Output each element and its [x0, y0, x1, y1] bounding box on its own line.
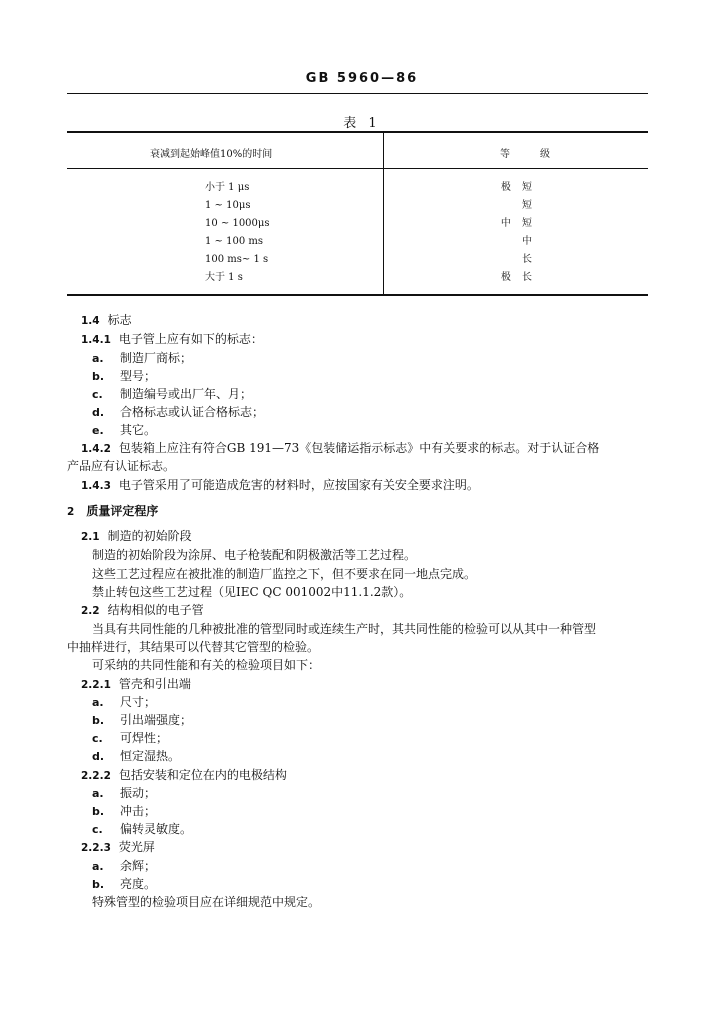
section-number: 1.4	[81, 315, 100, 327]
table-cell-grade: 极 短	[500, 182, 536, 193]
clause-number: 1.4.1	[81, 334, 111, 346]
list-item	[92, 694, 156, 711]
table-cell-grade: 中	[522, 236, 536, 247]
clause	[81, 331, 263, 348]
list-item	[92, 821, 192, 838]
clause-number: 2.2.3	[81, 842, 111, 854]
table-cell-grade: 短	[522, 200, 536, 211]
list-item-label: b.	[92, 370, 105, 383]
paragraph: 可采纳的共同性能和有关的检验项目如下：	[92, 658, 321, 672]
list-item	[92, 876, 156, 893]
list-item-text: 偏转灵敏度。	[120, 822, 193, 836]
table-cell-time: 1 ~ 10μs	[205, 200, 251, 211]
list-item-text: 引出端强度；	[120, 713, 193, 727]
paragraph: 当具有共同性能的几种被批准的管型同时或连续生产时，其共同性能的检验可以从其中一种管型	[92, 622, 597, 636]
list-item-text: 合格标志或认证合格标志；	[120, 405, 265, 419]
paragraph: 这些工艺过程应在被批准的制造厂监控之下，但不要求在同一地点完成。	[92, 567, 477, 581]
list-item-label: e.	[92, 424, 104, 437]
clause-number: 2.2.2	[81, 770, 111, 782]
paragraph: 禁止转包这些工艺过程（见IEC QC 001002中11.1.2款）。	[92, 585, 412, 599]
list-item	[92, 422, 156, 439]
list-item-label: b.	[92, 805, 105, 818]
list-item	[92, 712, 192, 729]
list-item-label: a.	[92, 787, 104, 800]
list-item-text: 制造编号或出厂年、月；	[120, 387, 253, 401]
table-cell-grade: 极 长	[500, 272, 536, 283]
list-item-label: c.	[92, 823, 103, 836]
table-cell-time: 小于 1 μs	[205, 182, 250, 193]
table-header-time: 衰减到起始峰值10%的时间	[150, 149, 273, 160]
list-item	[92, 404, 264, 421]
section-number: 2.2	[81, 605, 100, 617]
clause	[81, 767, 287, 784]
list-item-text: 亮度。	[120, 877, 157, 891]
table-column-divider	[383, 131, 384, 295]
table-cell-time: 100 ms~ 1 s	[205, 254, 269, 265]
section-title: 标志	[107, 313, 132, 327]
chapter-number: 2	[67, 506, 75, 518]
list-item-text: 冲击；	[120, 804, 157, 818]
clause	[81, 676, 191, 693]
list-item-label: a.	[92, 696, 104, 709]
list-item-label: a.	[92, 860, 104, 873]
table-header-grade: 等 级	[500, 149, 560, 160]
list-item-label: b.	[92, 714, 105, 727]
list-item-text: 恒定湿热。	[120, 749, 181, 763]
clause	[81, 440, 599, 457]
clause	[81, 477, 479, 494]
list-item-label: a.	[92, 352, 104, 365]
clause-text: 荧光屏	[118, 840, 155, 854]
list-item	[92, 350, 192, 367]
list-item-text: 可焊性；	[120, 731, 169, 745]
section-heading	[81, 602, 204, 619]
list-item	[92, 858, 156, 875]
list-item	[92, 748, 180, 765]
chapter-heading	[67, 503, 158, 520]
table-header-rule	[67, 168, 648, 169]
list-item-text: 型号；	[120, 369, 157, 383]
clause-number: 1.4.2	[81, 443, 111, 455]
table-cell-grade: 长	[522, 254, 536, 265]
paragraph: 特殊管型的检验项目应在详细规范中规定。	[92, 895, 321, 909]
section-heading	[81, 312, 132, 329]
list-item	[92, 386, 252, 403]
clause-text: 电子管上应有如下的标志：	[118, 332, 263, 346]
list-item	[92, 368, 156, 385]
standard-code: GB 5960—86	[305, 71, 419, 86]
chapter-title: 质量评定程序	[86, 504, 159, 518]
list-item-text: 其它。	[120, 423, 157, 437]
list-item-text: 制造厂商标；	[120, 351, 193, 365]
list-item-label: b.	[92, 878, 105, 891]
paragraph-continuation: 中抽样进行，其结果可以代替其它管型的检验。	[67, 640, 320, 654]
clause-text: 包括安装和定位在内的电极结构	[118, 768, 287, 782]
clause-text: 包装箱上应注有符合GB 191—73《包装储运指示标志》中有关要求的标志。对于认证合格	[118, 441, 600, 455]
section-heading	[81, 528, 192, 545]
table-bottom-rule	[67, 294, 648, 296]
list-item	[92, 785, 156, 802]
section-number: 2.1	[81, 531, 100, 543]
clause	[81, 839, 155, 856]
list-item-text: 余辉；	[120, 859, 157, 873]
clause-text: 电子管采用了可能造成危害的材料时，应按国家有关安全要求注明。	[118, 478, 479, 492]
list-item-label: c.	[92, 388, 103, 401]
table-cell-time: 大于 1 s	[205, 272, 243, 283]
section-title: 结构相似的电子管	[107, 603, 204, 617]
clause-continuation: 产品应有认证标志。	[67, 459, 176, 473]
table-title: 表 1	[343, 116, 381, 131]
section-title: 制造的初始阶段	[107, 529, 192, 543]
clause-number: 1.4.3	[81, 480, 111, 492]
paragraph: 制造的初始阶段为涂屏、电子枪装配和阴极激活等工艺过程。	[92, 548, 417, 562]
list-item-label: d.	[92, 750, 105, 763]
list-item-label: d.	[92, 406, 105, 419]
list-item	[92, 730, 168, 747]
table-top-rule	[67, 131, 648, 133]
table-cell-time: 1 ~ 100 ms	[205, 236, 263, 247]
list-item-text: 尺寸；	[120, 695, 157, 709]
list-item-label: c.	[92, 732, 103, 745]
table-cell-grade: 中 短	[500, 218, 536, 229]
table-cell-time: 10 ~ 1000μs	[205, 218, 270, 229]
clause-text: 管壳和引出端	[118, 677, 191, 691]
list-item	[92, 803, 156, 820]
list-item-text: 振动；	[120, 786, 157, 800]
header-rule	[67, 93, 648, 94]
clause-number: 2.2.1	[81, 679, 111, 691]
